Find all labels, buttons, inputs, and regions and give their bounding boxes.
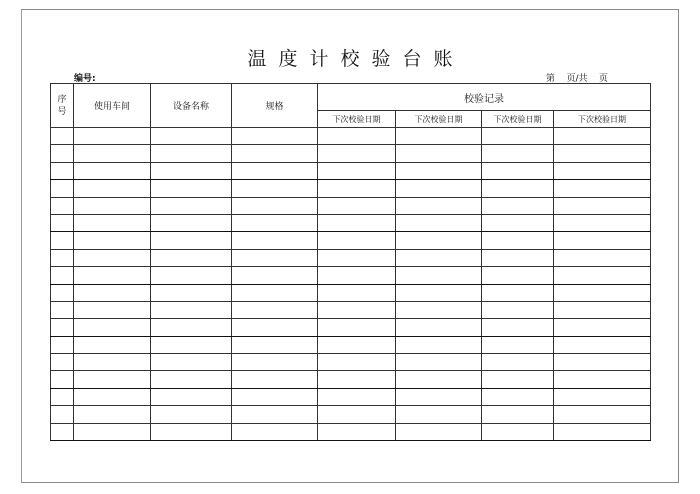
table-cell[interactable]: [318, 336, 396, 353]
table-row: [51, 423, 651, 440]
table-cell[interactable]: [232, 232, 318, 249]
ledger-body: [51, 128, 651, 441]
table-cell[interactable]: [232, 336, 318, 353]
table-cell[interactable]: [396, 197, 482, 214]
table-cell[interactable]: [318, 145, 396, 162]
table-cell[interactable]: [74, 423, 151, 440]
table-cell[interactable]: [232, 406, 318, 423]
table-cell[interactable]: [51, 197, 74, 214]
table-cell[interactable]: [396, 267, 482, 284]
table-cell[interactable]: [482, 180, 554, 197]
table-cell[interactable]: [151, 423, 232, 440]
table-cell[interactable]: [318, 284, 396, 301]
table-cell[interactable]: [232, 423, 318, 440]
table-cell[interactable]: [51, 180, 74, 197]
table-cell[interactable]: [74, 197, 151, 214]
table-cell[interactable]: [51, 406, 74, 423]
table-cell[interactable]: [318, 354, 396, 371]
table-cell[interactable]: [554, 145, 651, 162]
table-cell[interactable]: [554, 249, 651, 266]
table-cell[interactable]: [74, 406, 151, 423]
table-cell[interactable]: [51, 319, 74, 336]
table-cell[interactable]: [318, 162, 396, 179]
table-cell[interactable]: [51, 232, 74, 249]
table-cell[interactable]: [554, 267, 651, 284]
table-cell[interactable]: [232, 197, 318, 214]
table-row: [51, 371, 651, 388]
table-cell[interactable]: [151, 214, 232, 231]
table-cell[interactable]: [51, 249, 74, 266]
table-cell[interactable]: [482, 319, 554, 336]
table-cell[interactable]: [151, 354, 232, 371]
table-cell[interactable]: [74, 284, 151, 301]
table-cell[interactable]: [482, 197, 554, 214]
table-cell[interactable]: [232, 354, 318, 371]
table-row: [51, 214, 651, 231]
table-cell[interactable]: [232, 128, 318, 145]
table-cell[interactable]: [232, 319, 318, 336]
table-cell[interactable]: [554, 284, 651, 301]
table-row: [51, 128, 651, 145]
table-cell[interactable]: [318, 249, 396, 266]
table-cell[interactable]: [318, 388, 396, 405]
table-cell[interactable]: [51, 128, 74, 145]
table-row: [51, 267, 651, 284]
table-cell[interactable]: [74, 319, 151, 336]
table-cell[interactable]: [396, 128, 482, 145]
header-seq-label: 序 号: [57, 94, 67, 117]
table-cell[interactable]: [396, 319, 482, 336]
table-cell[interactable]: [151, 284, 232, 301]
table-cell[interactable]: [396, 162, 482, 179]
table-row: [51, 301, 651, 318]
table-cell[interactable]: [74, 214, 151, 231]
table-cell[interactable]: [554, 319, 651, 336]
table-cell[interactable]: [482, 249, 554, 266]
table-row: [51, 162, 651, 179]
table-cell[interactable]: [74, 128, 151, 145]
table-cell[interactable]: [554, 371, 651, 388]
table-cell[interactable]: [151, 267, 232, 284]
table-cell[interactable]: [232, 388, 318, 405]
table-cell[interactable]: [232, 249, 318, 266]
table-cell[interactable]: [554, 423, 651, 440]
table-cell[interactable]: [74, 301, 151, 318]
header-spec: 规格: [232, 84, 318, 128]
table-cell[interactable]: [554, 301, 651, 318]
table-cell[interactable]: [482, 214, 554, 231]
table-cell[interactable]: [396, 145, 482, 162]
table-cell[interactable]: [151, 388, 232, 405]
table-cell[interactable]: [482, 232, 554, 249]
table-cell[interactable]: [318, 180, 396, 197]
table-cell[interactable]: [396, 301, 482, 318]
table-cell[interactable]: [74, 388, 151, 405]
table-cell[interactable]: [51, 336, 74, 353]
table-cell[interactable]: [318, 128, 396, 145]
table-cell[interactable]: [482, 162, 554, 179]
table-cell[interactable]: [232, 301, 318, 318]
header-calibration-record: 校验记录: [318, 84, 651, 111]
table-cell[interactable]: [554, 232, 651, 249]
table-row: [51, 406, 651, 423]
table-row: [51, 336, 651, 353]
table-cell[interactable]: [554, 128, 651, 145]
table-cell[interactable]: [396, 388, 482, 405]
table-cell[interactable]: [482, 145, 554, 162]
table-cell[interactable]: [396, 406, 482, 423]
table-cell[interactable]: [232, 180, 318, 197]
header-equipment-name: 设备名称: [151, 84, 232, 128]
table-cell[interactable]: [151, 406, 232, 423]
table-row: [51, 180, 651, 197]
table-cell[interactable]: [396, 214, 482, 231]
serial-number-label: 编号:: [74, 74, 96, 84]
table-cell[interactable]: [51, 354, 74, 371]
table-cell[interactable]: [396, 284, 482, 301]
table-cell[interactable]: [482, 267, 554, 284]
table-cell[interactable]: [74, 145, 151, 162]
table-cell[interactable]: [482, 128, 554, 145]
table-cell[interactable]: [74, 162, 151, 179]
table-cell[interactable]: [396, 232, 482, 249]
table-cell[interactable]: [51, 301, 74, 318]
table-cell[interactable]: [318, 371, 396, 388]
table-cell[interactable]: [554, 388, 651, 405]
table-cell[interactable]: [482, 284, 554, 301]
table-cell[interactable]: [318, 423, 396, 440]
calibration-ledger-table: [50, 83, 651, 441]
table-cell[interactable]: [482, 336, 554, 353]
table-cell[interactable]: [151, 301, 232, 318]
table-cell[interactable]: [51, 162, 74, 179]
table-cell[interactable]: [554, 214, 651, 231]
table-cell[interactable]: [151, 145, 232, 162]
table-cell[interactable]: [554, 336, 651, 353]
table-row: [51, 145, 651, 162]
table-cell[interactable]: [51, 423, 74, 440]
table-cell[interactable]: [482, 406, 554, 423]
table-row: [51, 319, 651, 336]
table-cell[interactable]: [232, 145, 318, 162]
table-cell[interactable]: [232, 214, 318, 231]
table-cell[interactable]: [151, 180, 232, 197]
table-cell[interactable]: [396, 249, 482, 266]
header-next-date-1: 下次校验日期: [318, 111, 396, 128]
table-cell[interactable]: [396, 336, 482, 353]
table-cell[interactable]: [51, 267, 74, 284]
table-cell[interactable]: [51, 145, 74, 162]
table-cell[interactable]: [151, 128, 232, 145]
table-cell[interactable]: [232, 267, 318, 284]
table-cell[interactable]: [51, 371, 74, 388]
table-cell[interactable]: [74, 232, 151, 249]
table-cell[interactable]: [482, 371, 554, 388]
table-row: [51, 388, 651, 405]
table-cell[interactable]: [396, 371, 482, 388]
table-cell[interactable]: [232, 162, 318, 179]
table-cell[interactable]: [51, 388, 74, 405]
table-cell[interactable]: [554, 180, 651, 197]
table-cell[interactable]: [318, 197, 396, 214]
table-cell[interactable]: [318, 214, 396, 231]
table-cell[interactable]: [151, 319, 232, 336]
table-cell[interactable]: [396, 180, 482, 197]
table-cell[interactable]: [151, 197, 232, 214]
table-cell[interactable]: [74, 371, 151, 388]
table-cell[interactable]: [482, 388, 554, 405]
page-title: 温度计校验台账: [247, 48, 465, 70]
table-cell[interactable]: [151, 232, 232, 249]
table-cell[interactable]: [74, 180, 151, 197]
table-cell[interactable]: [318, 406, 396, 423]
table-cell[interactable]: [482, 301, 554, 318]
table-cell[interactable]: [232, 371, 318, 388]
table-cell[interactable]: [74, 249, 151, 266]
table-cell[interactable]: [232, 284, 318, 301]
table-row: [51, 232, 651, 249]
page-indicator: 第 页/共 页: [546, 74, 608, 84]
table-cell[interactable]: [482, 354, 554, 371]
table-cell[interactable]: [318, 267, 396, 284]
table-cell[interactable]: [151, 162, 232, 179]
table-cell[interactable]: [74, 336, 151, 353]
table-cell[interactable]: [482, 423, 554, 440]
header-next-date-2: 下次校验日期: [396, 111, 482, 128]
table-row: [51, 249, 651, 266]
table-cell[interactable]: [151, 371, 232, 388]
table-cell[interactable]: [554, 162, 651, 179]
table-row: [51, 197, 651, 214]
table-cell[interactable]: [318, 319, 396, 336]
header-next-date-4: 下次校验日期: [554, 111, 651, 128]
table-cell[interactable]: [51, 214, 74, 231]
table-cell[interactable]: [151, 336, 232, 353]
header-next-date-3: 下次校验日期: [482, 111, 554, 128]
table-cell[interactable]: [554, 197, 651, 214]
header-seq: [51, 84, 74, 128]
table-cell[interactable]: [396, 354, 482, 371]
table-cell[interactable]: [151, 249, 232, 266]
table-cell[interactable]: [318, 301, 396, 318]
table-row: [51, 354, 651, 371]
table-cell[interactable]: [554, 406, 651, 423]
header-workshop: 使用车间: [74, 84, 151, 128]
table-cell[interactable]: [318, 232, 396, 249]
table-cell[interactable]: [74, 354, 151, 371]
table-cell[interactable]: [554, 354, 651, 371]
table-cell[interactable]: [74, 267, 151, 284]
table-cell[interactable]: [396, 423, 482, 440]
table-row: [51, 284, 651, 301]
table-cell[interactable]: [51, 284, 74, 301]
